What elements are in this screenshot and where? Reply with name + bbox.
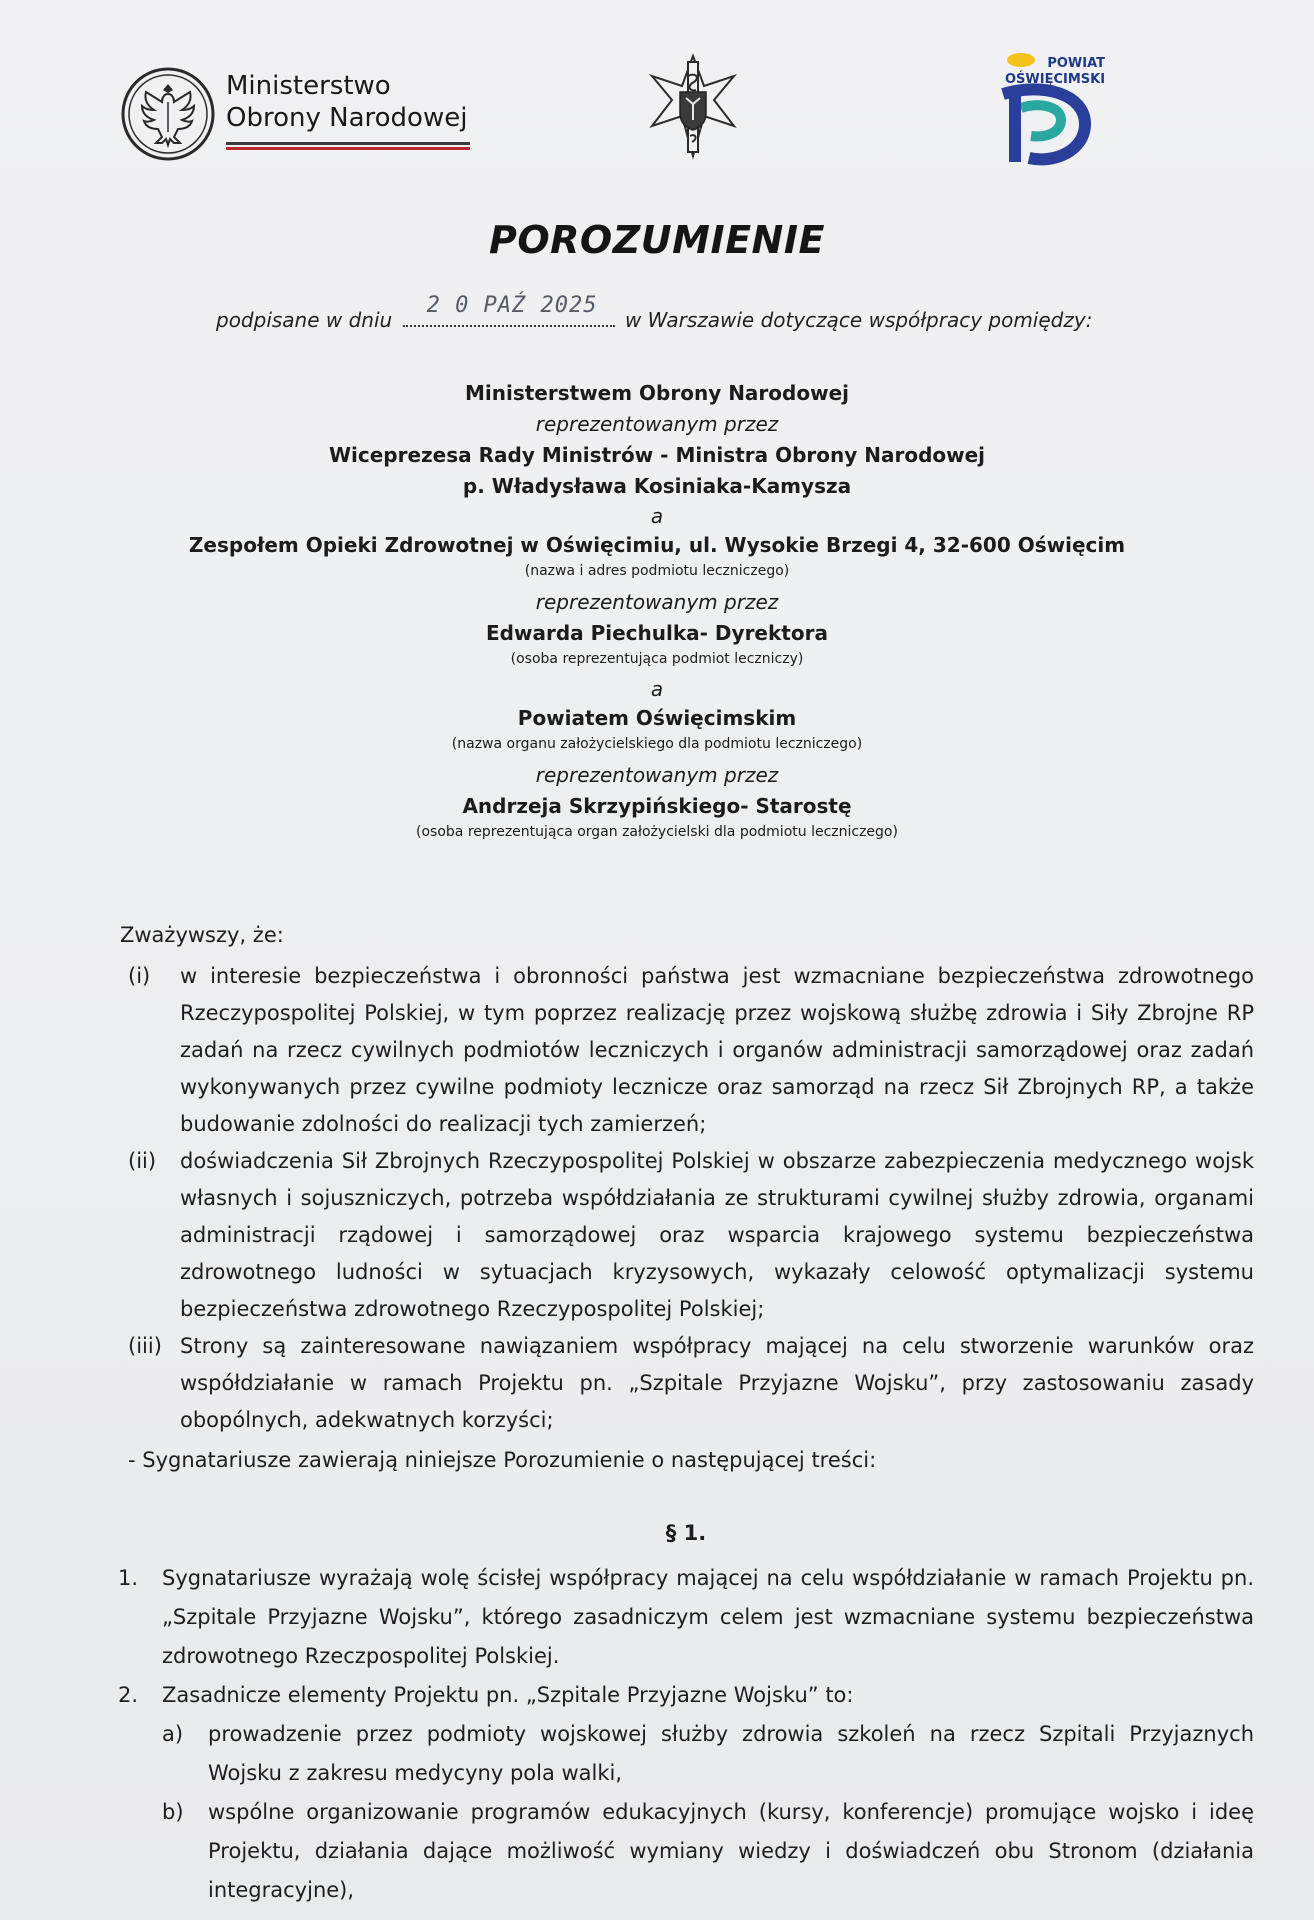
preamble-item-text: doświadczenia Sił Zbrojnych Rzeczypospolitej Polskiej w obszarze zabezpieczenia medycznego wojsk własnych i sojuszniczych, potrzeba współdziałania ze strukturami cywilnej służby zdrowia, organami administracji rządowej i samorządowej oraz wsparcia krajowego systemu bezpieczeństwa zdrowotnego ludności w sytuacjach kryzysowych, wykazały celowość optymalizacji systemu bezpieczeństwa zdrowotnego Rzeczypospolitej Polskiej; bbox=[180, 1149, 1254, 1321]
section-subpoint-letter: b) bbox=[162, 1800, 184, 1824]
date-field bbox=[403, 293, 615, 327]
ministry-stripes bbox=[226, 142, 470, 150]
parties-block bbox=[0, 378, 1314, 848]
conjunction-a: a bbox=[650, 504, 664, 528]
signed-suffix: w Warszawie dotyczące współpracy pomiędzy: bbox=[624, 308, 1093, 332]
party3-note: (nazwa organu założycielskiego dla podmiotu leczniczego) bbox=[451, 736, 863, 752]
party2-rep-name: Edwarda Piechulka- Dyrektora bbox=[486, 621, 828, 645]
section-point bbox=[118, 1559, 1254, 1676]
preamble-item bbox=[118, 1328, 1254, 1439]
signed-line bbox=[216, 293, 1093, 332]
section-point-text: Sygnatariusze wyrażają wolę ścisłej współpracy mającej na celu współdziałanie w ramach Projektu pn. „Szpitale Przyjazne Wojsku”, którego zasadniczym celem jest wzmacniane systemu bezpieczeństwa zdrowotnego Rzeczpospolitej Polskiej. bbox=[162, 1566, 1254, 1668]
party1-name: Ministerstwem Obrony Narodowej bbox=[464, 381, 849, 405]
party2-rep-note: (osoba reprezentująca podmiot leczniczy) bbox=[510, 651, 804, 667]
party2-name: Zespołem Opieki Zdrowotnej w Oświęcimiu, ul. Wysokie Brzegi 4, 32-600 Oświęcim bbox=[188, 533, 1126, 557]
preamble-item bbox=[118, 958, 1254, 1143]
section-heading: § 1. bbox=[665, 1521, 707, 1545]
section-point bbox=[118, 1676, 1254, 1715]
preamble-item-text: w interesie bezpieczeństwa i obronności państwa jest wzmacniane bezpieczeństwa zdrowotnego Rzeczypospolitej Polskiej, w tym poprzez realizację przez wojskową służbę zdrowia i Siły Zbrojne RP zadań na rzecz cywilnych podmiotów leczniczych i organów administracji samorządowej oraz zadań wykonywanych przez cywilne podmioty lecznicze oraz samorząd na rzecz Sił Zbrojnych RP, a także budowanie zdolności do realizacji tych zamierzeń; bbox=[180, 964, 1254, 1136]
powiat-line2: OŚWIĘCIMSKI bbox=[1005, 72, 1106, 87]
party1-rep-title: Wiceprezesa Rady Ministrów - Ministra Obrony Narodowej bbox=[328, 443, 986, 467]
powiat-line1: POWIAT bbox=[1047, 56, 1105, 71]
section-subpoint-text: prowadzenie przez podmioty wojskowej służby zdrowia szkoleń na rzecz Szpitali Przyjaznych Wojsku z zakresu medycyny pola walki, bbox=[208, 1722, 1254, 1785]
date-stamp: 2 0 PAŹ 2025 bbox=[426, 293, 598, 318]
section-point-text: Zasadnicze elementy Projektu pn. „Szpitale Przyjazne Wojsku” to: bbox=[162, 1683, 854, 1707]
military-medical-emblem-icon bbox=[630, 52, 756, 162]
ministry-name-line1: Ministerstwo bbox=[226, 71, 391, 101]
preamble-closing: - Sygnatariusze zawierają niniejsze Porozumienie o następującej treści: bbox=[128, 1448, 877, 1472]
document-title: POROZUMIENIE bbox=[489, 218, 825, 262]
section-subpoint bbox=[162, 1715, 1254, 1793]
section-point-number: 2. bbox=[118, 1683, 139, 1707]
preamble-intro: Zważywszy, że: bbox=[120, 923, 284, 947]
preamble-item bbox=[118, 1143, 1254, 1328]
powiat-logo-text bbox=[1005, 56, 1105, 88]
party3-rep-label: reprezentowanym przez bbox=[535, 763, 779, 787]
section-subpoint-text: wspólne organizowanie programów edukacyjnych (kursy, konferencje) promujące wojsko i ideę Projektu, działania dające możliwość wymiany wiedzy i doświadczeń obu Stronom (działania integracyjne), bbox=[208, 1800, 1254, 1902]
document-body bbox=[118, 918, 1254, 1910]
preamble-item-number: (iii) bbox=[128, 1334, 162, 1358]
party3-name: Powiatem Oświęcimskim bbox=[517, 706, 797, 730]
party1-rep-label: reprezentowanym przez bbox=[535, 412, 779, 436]
ministry-name-line2: Obrony Narodowej bbox=[226, 103, 468, 133]
party3-rep-name: Andrzeja Skrzypińskiego- Starostę bbox=[462, 794, 852, 818]
preamble-item-text: Strony są zainteresowane nawiązaniem współpracy mającej na celu stworzenie warunków oraz współdziałanie w ramach Projektu pn. „Szpitale Przyjazne Wojsku”, przy zastosowaniu zasady obopólnych, adekwatnych korzyści; bbox=[180, 1334, 1254, 1432]
section-subpoint-letter: a) bbox=[162, 1722, 184, 1746]
party2-rep-label: reprezentowanym przez bbox=[535, 590, 779, 614]
signed-prefix: podpisane w dniu bbox=[216, 308, 393, 332]
party2-note: (nazwa i adres podmiotu leczniczego) bbox=[524, 563, 790, 579]
section-subpoint bbox=[162, 1793, 1254, 1910]
ministry-logo bbox=[120, 66, 470, 162]
party3-rep-note: (osoba reprezentująca organ założycielski dla podmiotu leczniczego) bbox=[416, 824, 898, 840]
preamble-item-number: (ii) bbox=[128, 1149, 157, 1173]
eagle-emblem-icon bbox=[120, 66, 216, 162]
party1-rep-name: p. Władysława Kosiniaka-Kamysza bbox=[462, 474, 852, 498]
section-point-number: 1. bbox=[118, 1566, 139, 1590]
conjunction-a: a bbox=[650, 677, 664, 701]
preamble-item-number: (i) bbox=[128, 964, 151, 988]
